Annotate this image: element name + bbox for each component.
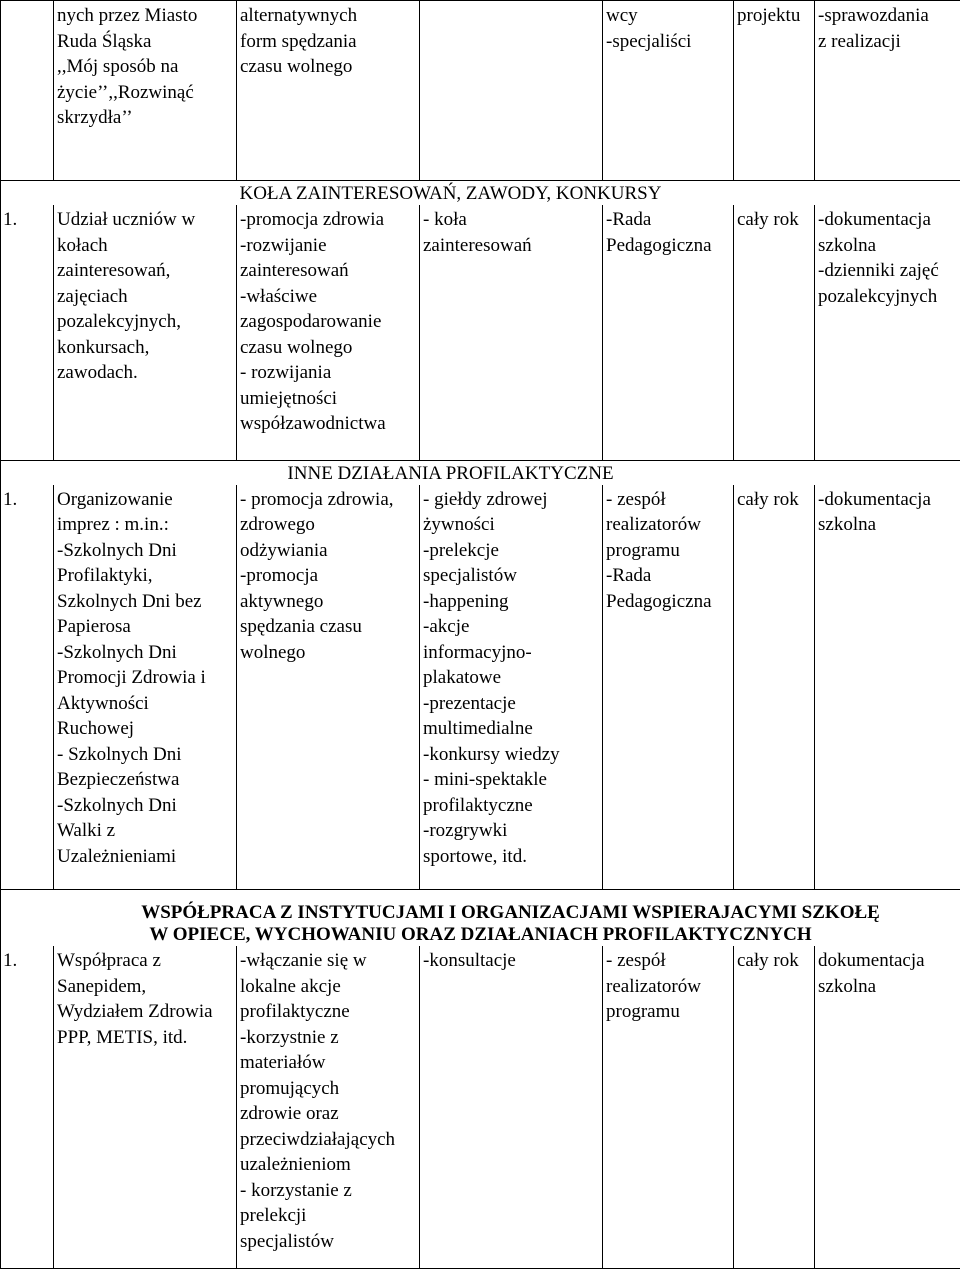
date-cell: cały rok	[734, 485, 815, 890]
evaluation-cell: -dokumentacja szkolna	[815, 485, 960, 890]
section-header-row	[1, 460, 960, 485]
task-cell: Organizowanie imprez : m.in.: -Szkolnych Dni Profilaktyki, Szkolnych Dni bez Papierosa -Szkolnych Dni Promocji Zdrowia i Aktywności Ruchowej - Szkolnych Dni Bezpieczeństwa -Szkolnych Dni Walki z Uzależnieniami	[54, 485, 237, 890]
responsible-cell: -Rada Pedagogiczna	[603, 205, 734, 460]
responsible-cell: wcy -specjaliści	[603, 1, 734, 181]
responsible-cell: - zespół realizatorów programu -Rada Pedagogiczna	[603, 485, 734, 890]
evaluation-cell: dokumentacja szkolna	[815, 946, 960, 1268]
table-row	[1, 485, 960, 890]
row-number-cell: 1.	[1, 485, 54, 890]
evaluation-cell: -dokumentacja szkolna -dzienniki zajęć pozalekcyjnych	[815, 205, 960, 460]
task-cell: nych przez Miasto Ruda Śląska ,,Mój sposób na życie’’,,Rozwinąć skrzydła’’	[54, 1, 237, 181]
row-number-cell: 1.	[1, 205, 54, 460]
goal-cell: -włączanie się w lokalne akcje profilaktyczne -korzystnie z materiałów promujących zdrowie oraz przeciwdziałających uzależnieniom - korzystanie z prelekcji specjalistów	[237, 946, 420, 1268]
section-title-cell	[1, 460, 960, 485]
evaluation-cell: -sprawozdania z realizacji	[815, 1, 960, 181]
table-row	[1, 946, 960, 1268]
goal-cell: - promocja zdrowia, zdrowego odżywiania -promocja aktywnego spędzania czasu wolnego	[237, 485, 420, 890]
date-cell: projektu	[734, 1, 815, 181]
section-title: KOŁA ZAINTERESOWAŃ, ZAWODY, KONKURSY	[239, 183, 662, 204]
section-title-cell	[1, 181, 960, 206]
form-cell: -konsultacje	[420, 946, 603, 1268]
section-title-line-2: W OPIECE, WYCHOWANIU ORAZ DZIAŁANIACH PROFILAKTYCZNYCH	[149, 924, 812, 945]
task-cell: Udział uczniów w kołach zainteresowań, zajęciach pozalekcyjnych, konkursach, zawodach.	[54, 205, 237, 460]
row-number-cell	[1, 1, 54, 181]
row-number-cell: 1.	[1, 946, 54, 1268]
goal-cell: alternatywnych form spędzania czasu wolnego	[237, 1, 420, 181]
table-row	[1, 1, 960, 181]
table-row	[1, 205, 960, 460]
section-title-cell	[1, 890, 960, 947]
section-header-row	[1, 890, 960, 947]
responsible-cell: - zespół realizatorów programu	[603, 946, 734, 1268]
goal-cell: -promocja zdrowia -rozwijanie zainteresowań -właściwe zagospodarowanie czasu wolnego - rozwijania umiejętności współzawodnictwa	[237, 205, 420, 460]
form-cell	[420, 1, 603, 181]
section-title: INNE DZIAŁANIA PROFILAKTYCZNE	[287, 462, 614, 484]
form-cell: - koła zainteresowań	[420, 205, 603, 460]
date-cell: cały rok	[734, 205, 815, 460]
date-cell: cały rok	[734, 946, 815, 1268]
section-title-line-1: WSPÓŁPRACA Z INSTYTUCJAMI I ORGANIZACJAMI WSPIERAJACYMI SZKOŁĘ	[141, 902, 880, 923]
section-header-row	[1, 181, 960, 206]
form-cell: - giełdy zdrowej żywności -prelekcje specjalistów -happening -akcje informacyjno- plakatowe -prezentacje multimedialne -konkursy wiedzy - mini-spektakle profilaktyczne -rozgrywki sportowe, itd.	[420, 485, 603, 890]
task-cell: Współpraca z Sanepidem, Wydziałem Zdrowia PPP, METIS, itd.	[54, 946, 237, 1268]
